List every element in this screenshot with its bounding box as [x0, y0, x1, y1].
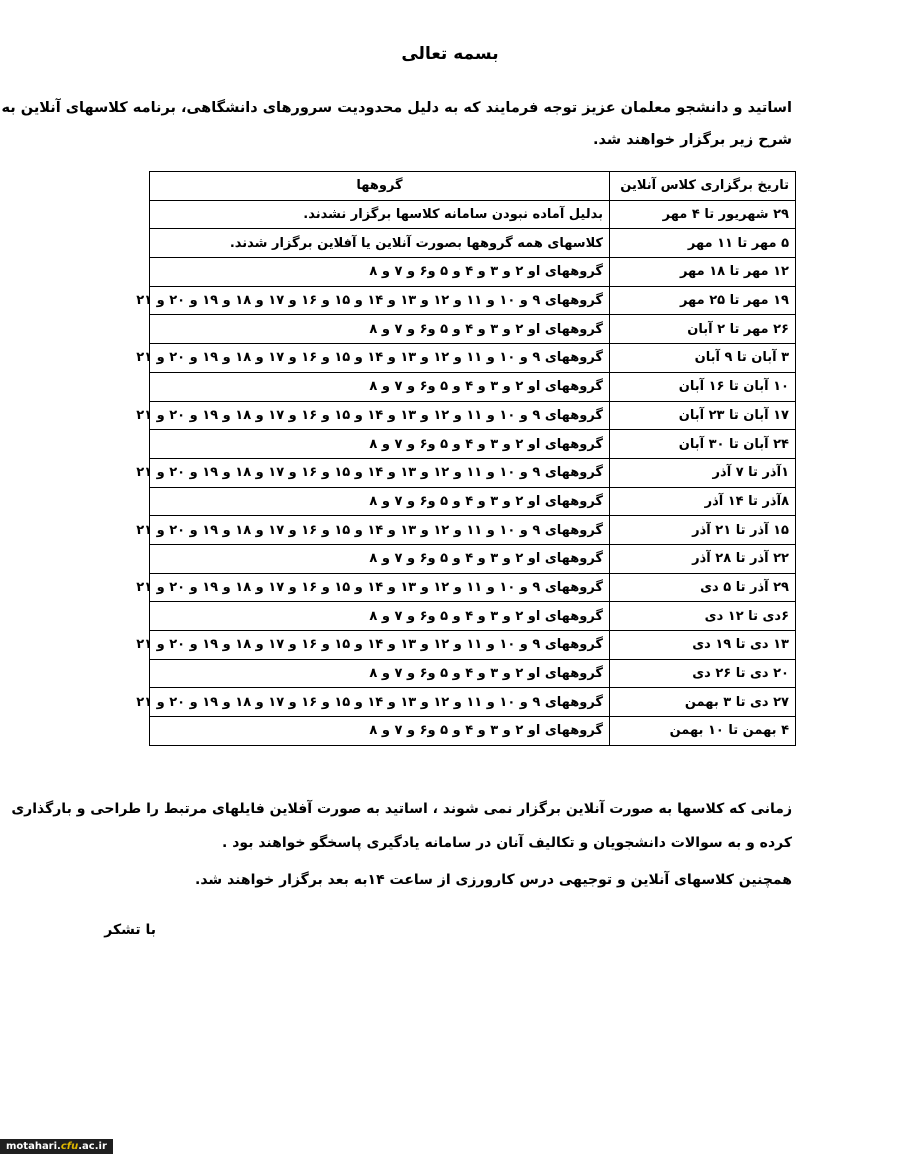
table-row — [150, 602, 796, 631]
row-date-cell: ۸آذر تا ۱۴ آذر — [610, 487, 796, 516]
row-groups-cell: بدلیل آماده نبودن سامانه کلاسها برگزار نشدند. — [150, 200, 610, 229]
schedule-body — [136, 200, 796, 745]
intro-paragraph — [1, 92, 792, 156]
row-date-cell: ۲۴ آبان تا ۳۰ آبان — [610, 430, 796, 459]
table-header-row — [150, 172, 796, 201]
header-groups: گروهها — [150, 172, 610, 201]
offline-note-line-2: کرده و به سوالات دانشجویان و تکالیف آنان در سامانه یادگیری پاسخگو خواهند بود . — [222, 835, 792, 851]
url-accent: cfu — [60, 1141, 79, 1152]
row-date-cell: ۱۰ آبان تا ۱۶ آبان — [610, 372, 796, 401]
row-groups-cell: گروههای ا‌و ۲ و ۳ و ۴ و ۵ و۶ و ۷ و ۸ — [150, 602, 610, 631]
row-date-cell: ۵ مهر تا ۱۱ مهر — [610, 229, 796, 258]
row-date-cell: ۱۳ دی تا ۱۹ دی — [610, 631, 796, 660]
internship-note: همچنین کلاسهای آنلاین و توجیهی درس کارورزی از ساعت ۱۴به بعد برگزار خواهند شد. — [195, 872, 792, 888]
table-row — [150, 315, 796, 344]
table-row — [150, 544, 796, 573]
closing-thanks: با تشکر — [104, 922, 156, 938]
site-url-badge — [0, 1139, 113, 1154]
page-title: بسمه تعالی — [401, 44, 499, 64]
row-date-cell: ۱آذر تا ۷ آذر — [610, 458, 796, 487]
row-date-cell: ۲۷ دی تا ۳ بهمن — [610, 688, 796, 717]
table-row — [150, 631, 796, 660]
table-row — [150, 401, 796, 430]
row-groups-cell: گروههای ا‌و ۲ و ۳ و ۴ و ۵ و۶ و ۷ و ۸ — [150, 717, 610, 746]
row-groups-cell: گروههای ۹ و ۱۰ و ۱۱ و ۱۲ و ۱۳ و ۱۴ و ۱۵ و ۱۶ و ۱۷ و ۱۸ و ۱۹ و ۲۰ و ۲۱ — [150, 688, 610, 717]
table-row — [150, 430, 796, 459]
table-row — [150, 372, 796, 401]
table-row — [150, 344, 796, 373]
table-row — [150, 200, 796, 229]
row-groups-cell: گروههای ا‌و ۲ و ۳ و ۴ و ۵ و۶ و ۷ و ۸ — [150, 659, 610, 688]
row-date-cell: ۳ آبان تا ۹ آبان — [610, 344, 796, 373]
row-groups-cell: گروههای ا‌و ۲ و ۳ و ۴ و ۵ و۶ و ۷ و ۸ — [150, 372, 610, 401]
row-date-cell: ۴ بهمن تا ۱۰ بهمن — [610, 717, 796, 746]
row-groups-cell: گروههای ا‌و ۲ و ۳ و ۴ و ۵ و۶ و ۷ و ۸ — [150, 430, 610, 459]
row-groups-cell: گروههای ۹ و ۱۰ و ۱۱ و ۱۲ و ۱۳ و ۱۴ و ۱۵ و ۱۶ و ۱۷ و ۱۸ و ۱۹ و ۲۰ و ۲۱ — [150, 631, 610, 660]
offline-note — [11, 792, 792, 860]
row-groups-cell: گروههای ا‌و ۲ و ۳ و ۴ و ۵ و۶ و ۷ و ۸ — [150, 487, 610, 516]
row-date-cell: ۲۲ آذر تا ۲۸ آذر — [610, 544, 796, 573]
row-groups-cell: گروههای ۹ و ۱۰ و ۱۱ و ۱۲ و ۱۳ و ۱۴ و ۱۵ و ۱۶ و ۱۷ و ۱۸ و ۱۹ و ۲۰ و ۲۱ — [150, 458, 610, 487]
row-date-cell: ۲۶ مهر تا ۲ آبان — [610, 315, 796, 344]
url-prefix: motahari. — [6, 1141, 61, 1152]
table-row — [150, 516, 796, 545]
table-row — [150, 229, 796, 258]
row-groups-cell: گروههای ۹ و ۱۰ و ۱۱ و ۱۲ و ۱۳ و ۱۴ و ۱۵ و ۱۶ و ۱۷ و ۱۸ و ۱۹ و ۲۰ و ۲۱ — [150, 516, 610, 545]
row-groups-cell: گروههای ا‌و ۲ و ۳ و ۴ و ۵ و۶ و ۷ و ۸ — [150, 258, 610, 287]
schedule-table — [136, 171, 796, 746]
row-date-cell: ۲۹ شهریور تا ۴ مهر — [610, 200, 796, 229]
row-groups-cell: گروههای ا‌و ۲ و ۳ و ۴ و ۵ و۶ و ۷ و ۸ — [150, 315, 610, 344]
table-row — [150, 688, 796, 717]
row-date-cell: ۲۰ دی تا ۲۶ دی — [610, 659, 796, 688]
row-groups-cell: گروههای ا‌و ۲ و ۳ و ۴ و ۵ و۶ و ۷ و ۸ — [150, 544, 610, 573]
row-groups-cell: گروههای ۹ و ۱۰ و ۱۱ و ۱۲ و ۱۳ و ۱۴ و ۱۵ و ۱۶ و ۱۷ و ۱۸ و ۱۹ و ۲۰ و ۲۱ — [150, 401, 610, 430]
table-row — [150, 573, 796, 602]
row-date-cell: ۱۲ مهر تا ۱۸ مهر — [610, 258, 796, 287]
intro-line-2: شرح زیر برگزار خواهند شد. — [593, 132, 792, 148]
row-date-cell: ۶دی تا ۱۲ دی — [610, 602, 796, 631]
header-date: تاریخ برگزاری کلاس آنلاین — [610, 172, 796, 201]
offline-note-line-1: زمانی که کلاسها به صورت آنلاین برگزار نمی شوند ، اساتید به صورت آفلاین فایلهای مرتبط را طراحی و بارگذاری — [11, 801, 792, 817]
row-date-cell: ۱۷ آبان تا ۲۳ آبان — [610, 401, 796, 430]
table-row — [150, 717, 796, 746]
table-row — [150, 286, 796, 315]
row-groups-cell: گروههای ۹ و ۱۰ و ۱۱ و ۱۲ و ۱۳ و ۱۴ و ۱۵ و ۱۶ و ۱۷ و ۱۸ و ۱۹ و ۲۰ و ۲۱ — [150, 286, 610, 315]
row-date-cell: ۱۹ مهر تا ۲۵ مهر — [610, 286, 796, 315]
row-date-cell: ۱۵ آذر تا ۲۱ آذر — [610, 516, 796, 545]
intro-line-1: اساتید و دانشجو معلمان عزیز توجه فرمایند که به دلیل محدودیت سرورهای دانشگاهی، برنامه کلاسهای آنلاین به — [1, 100, 792, 116]
row-groups-cell: کلاسهای همه گروهها بصورت آنلاین یا آفلاین برگزار شدند. — [150, 229, 610, 258]
url-suffix: .ac.ir — [78, 1141, 107, 1152]
row-groups-cell: گروههای ۹ و ۱۰ و ۱۱ و ۱۲ و ۱۳ و ۱۴ و ۱۵ و ۱۶ و ۱۷ و ۱۸ و ۱۹ و ۲۰ و ۲۱ — [150, 344, 610, 373]
row-groups-cell: گروههای ۹ و ۱۰ و ۱۱ و ۱۲ و ۱۳ و ۱۴ و ۱۵ و ۱۶ و ۱۷ و ۱۸ و ۱۹ و ۲۰ و ۲۱ — [150, 573, 610, 602]
table-row — [150, 458, 796, 487]
table-row — [150, 487, 796, 516]
table-row — [150, 659, 796, 688]
table-row — [150, 258, 796, 287]
row-date-cell: ۲۹ آذر تا ۵ دی — [610, 573, 796, 602]
